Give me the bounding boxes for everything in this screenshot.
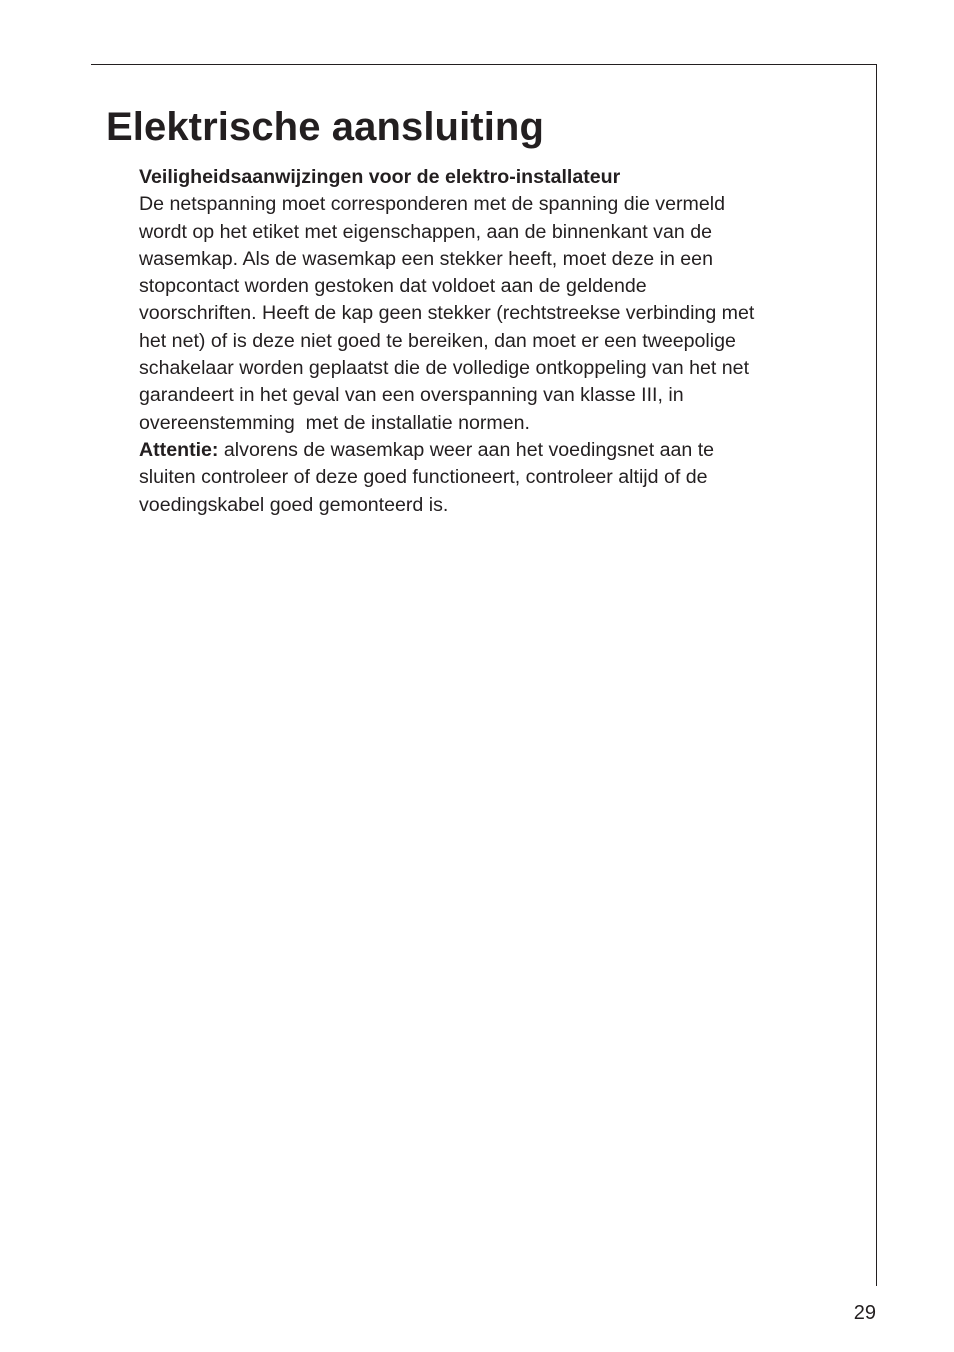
paragraph-line: De netspanning moet corresponderen met de spanning die vermeld <box>139 193 725 216</box>
attention-label: Attentie: <box>139 438 219 461</box>
paragraph-line: overeenstemming met de installatie normen. <box>139 411 530 434</box>
paragraph-line: wasemkap. Als de wasemkap een stekker heeft, moet deze in een <box>139 247 713 270</box>
attention-line: voedingskabel goed gemonteerd is. <box>139 493 449 516</box>
section-content <box>139 164 839 519</box>
side-rule <box>876 64 877 1286</box>
attention-line <box>139 437 839 464</box>
paragraph-line: schakelaar worden geplaatst die de volledige ontkoppeling van het net <box>139 357 750 380</box>
paragraph-line: het net) of is deze niet goed te bereiken, dan moet er een tweepolige <box>139 329 736 352</box>
page-title: Elektrische aansluiting <box>106 105 545 149</box>
section-heading: Veiligheidsaanwijzingen voor de elektro-installateur <box>139 166 621 188</box>
paragraph-line: wordt op het etiket met eigenschappen, aan de binnenkant van de <box>139 220 712 243</box>
paragraph-line: stopcontact worden gestoken dat voldoet aan de geldende <box>139 275 647 298</box>
paragraph-line: voorschriften. Heeft de kap geen stekker (rechtstreekse verbinding met <box>139 302 755 325</box>
top-rule <box>91 64 877 65</box>
paragraph-line: garandeert in het geval van een overspanning van klasse III, in <box>139 384 684 407</box>
attention-line: sluiten controleer of deze goed functioneert, controleer altijd of de <box>139 466 708 489</box>
page-number: 29 <box>853 1302 876 1324</box>
attention-text: alvorens de wasemkap weer aan het voedingsnet aan te <box>218 438 715 461</box>
